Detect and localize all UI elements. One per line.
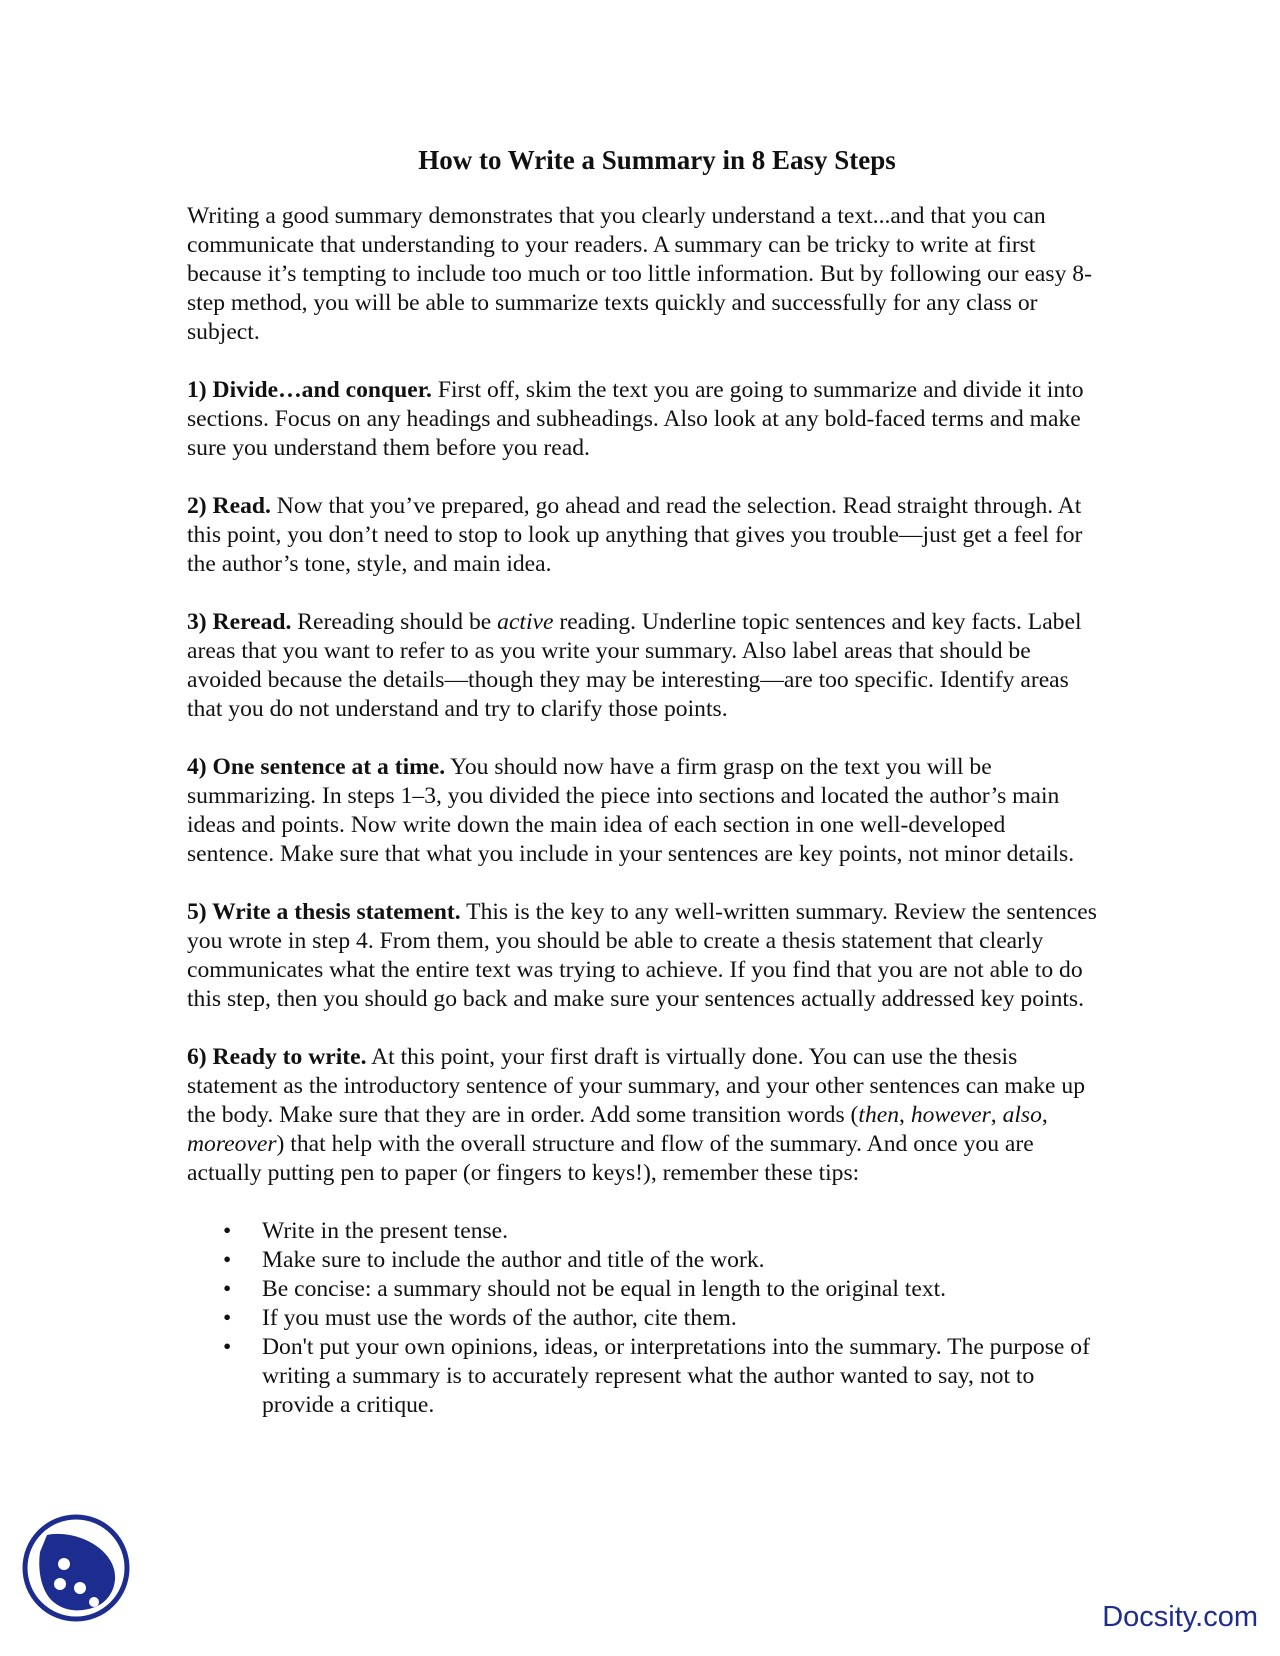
document-page (187, 142, 1097, 1420)
step-3-heading: 3) Reread. (187, 609, 292, 635)
step-6-body-before: At this point, your first draft is virtually done. You can use the thesis statement as the introductory sentence of your summary, and your other sentences can make up the body. Make sure that they are in order. Add some transition words ( (187, 1044, 1086, 1128)
brand-name: Docsity (1102, 1601, 1196, 1633)
step-5-paragraph (187, 898, 1097, 1014)
step-2-heading: 2) Read. (187, 493, 271, 519)
list-item: • Write in the present tense. (262, 1217, 1097, 1246)
transition-word-however: however (910, 1102, 991, 1128)
list-item: • Don't put your own opinions, ideas, or interpretations into the summary. The purpose of writing a summary is to accurately represent what the author wanted to say, not to provide a critique. (262, 1333, 1097, 1420)
step-5-heading: 5) Write a thesis statement. (187, 899, 461, 925)
step-5-body: This is the key to any well-written summary. Review the sentences you wrote in step 4. From them, you should be able to create a thesis statement that clearly communicates what the entire text was trying to achieve. If you find that you are not able to do this step, then you should go back and make sure your sentences actually addressed key points. (187, 899, 1097, 1012)
transition-word-also: also (1002, 1102, 1042, 1128)
step-1-heading: 1) Divide…and conquer. (187, 377, 432, 403)
list-item: • If you must use the words of the author, cite them. (262, 1304, 1097, 1333)
brand-suffix: .com (1195, 1601, 1258, 1633)
step-1-body: First off, skim the text you are going to summarize and divide it into sections. Focus on any headings and subheadings. Also look at any bold-faced terms and make sure you understand them before you read. (187, 377, 1084, 461)
transition-word-moreover: moreover (187, 1131, 277, 1157)
step-2-body: Now that you’ve prepared, go ahead and read the selection. Read straight through. At this point, you don’t need to stop to look up anything that gives you trouble—just get a feel for the author’s tone, style, and main idea. (187, 493, 1083, 577)
docsity-logo-graphic (20, 1512, 132, 1624)
step-3-body-before: Rereading should be (291, 609, 498, 635)
step-4-paragraph (187, 753, 1097, 869)
list-item: • Be concise: a summary should not be equal in length to the original text. (262, 1275, 1097, 1304)
docsity-logo-icon[interactable] (20, 1512, 132, 1624)
intro-paragraph: Writing a good summary demonstrates that you clearly understand a text...and that you can communicate that understanding to your readers. A summary can be tricky to write at first because it’s tempting to include too much or too little information. But by following our easy 8-step method, you will be able to summarize texts quickly and successfully for any class or subject. (187, 203, 1092, 345)
page-title: How to Write a Summary in 8 Easy Steps (418, 145, 896, 175)
step-3-body-after: reading. Underline topic sentences and key facts. Label areas that you want to refer to as you write your summary. Also label areas that should be avoided because the details—though they may be interesting—are too specific. Identify areas that you do not understand and try to clarify those points. (187, 609, 1082, 722)
step-3-paragraph (187, 608, 1097, 724)
step-6-body-after: ) that help with the overall structure and flow of the summary. And once you are actually putting pen to paper (or fingers to keys!), remember these tips: (187, 1131, 1034, 1186)
transition-word-then: then (858, 1102, 900, 1128)
step-6-heading: 6) Ready to write. (187, 1044, 367, 1070)
tips-list (187, 1217, 1097, 1420)
list-item: • Make sure to include the author and title of the work. (262, 1246, 1097, 1275)
step-2-paragraph (187, 492, 1097, 579)
step-4-body: You should now have a firm grasp on the text you will be summarizing. In steps 1–3, you divided the piece into sections and located the author’s main ideas and points. Now write down the main idea of each section in one well-developed sentence. Make sure that what you include in your sentences are key points, not minor details. (187, 754, 1075, 867)
step-3-emphasis: active (497, 609, 554, 635)
step-1-paragraph (187, 376, 1097, 463)
docsity-brand[interactable] (1102, 1600, 1258, 1634)
step-4-heading: 4) One sentence at a time. (187, 754, 446, 780)
step-6-paragraph: 6) Ready to write. At this point, your first draft is virtually done. You can use the thesis statement as the introductory sentence of your summary, and your other sentences can make up the body. Make sure that they are in order. Add some transition words (then, however, also, moreover) that help with the overall structure and flow of the summary. And once you are actually putting pen to paper (or fingers to keys!), remember these tips: (187, 1044, 1086, 1186)
